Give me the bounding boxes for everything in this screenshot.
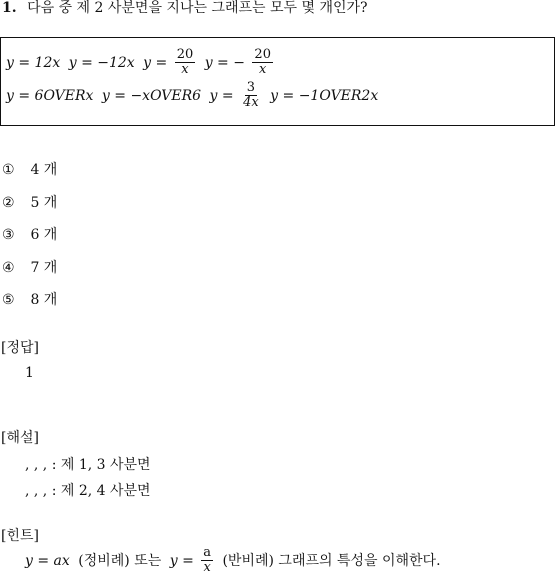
eq-1c-fraction xyxy=(175,48,196,78)
explanation-heading: [해설] xyxy=(1,430,39,446)
eq-1d-fraction xyxy=(252,48,273,78)
option-2-symbol: ② xyxy=(2,195,15,211)
option-3[interactable] xyxy=(2,228,57,242)
eq-1a: y = 12x xyxy=(6,54,61,71)
eq-2c-lhs: y = xyxy=(209,87,234,104)
option-3-text: 6 개 xyxy=(30,227,58,243)
option-1-symbol: ① xyxy=(2,162,15,178)
answer-value: 1 xyxy=(25,365,34,381)
hint-fraction xyxy=(201,546,213,576)
option-1-text: 4 개 xyxy=(30,162,58,178)
option-2[interactable] xyxy=(2,196,57,210)
eq-1d-denominator: x xyxy=(259,62,267,78)
eq-1c-numerator: 20 xyxy=(176,47,194,62)
hint-line xyxy=(25,546,441,576)
answer-heading: [정답] xyxy=(1,340,39,356)
equation-row-2 xyxy=(6,81,378,111)
hint-numerator: a xyxy=(203,545,212,560)
option-4[interactable] xyxy=(2,261,57,275)
option-5-text: 8 개 xyxy=(30,292,58,308)
option-4-symbol: ④ xyxy=(2,260,15,276)
option-5-symbol: ⑤ xyxy=(2,292,15,308)
eq-2c-numerator: 3 xyxy=(246,80,256,95)
question-number: 1. xyxy=(2,0,17,16)
hint-math-2-lhs: y = xyxy=(169,552,194,569)
eq-1d-lhs: y = − xyxy=(204,54,245,71)
hint-post-text: (반비례) 그래프의 특성을 이해한다. xyxy=(222,552,441,569)
explanation-line-2: , , , : 제 2, 4 사분면 xyxy=(25,483,151,499)
equation-row-1 xyxy=(6,48,276,78)
hint-heading: [힌트] xyxy=(1,528,39,544)
hint-mid-text: (정비례) 또는 xyxy=(78,552,162,569)
option-5[interactable] xyxy=(2,293,57,307)
option-1[interactable] xyxy=(2,163,57,177)
hint-math-1: y = ax xyxy=(25,552,70,569)
eq-2c-fraction xyxy=(241,81,261,111)
hint-denominator: x xyxy=(203,560,211,576)
eq-1c-lhs: y = xyxy=(143,54,168,71)
eq-1d-numerator: 20 xyxy=(254,47,271,62)
eq-1c-denominator: x xyxy=(181,62,189,78)
option-3-symbol: ③ xyxy=(2,227,15,243)
option-2-text: 5 개 xyxy=(30,195,58,211)
eq-2d: y = −1OVER2x xyxy=(270,87,379,104)
explanation-line-1: , , , : 제 1, 3 사분면 xyxy=(25,457,151,473)
question-text: 다음 중 제 2 사분면을 지나는 그래프는 모두 몇 개인가? xyxy=(27,0,368,16)
option-4-text: 7 개 xyxy=(30,260,58,276)
eq-2c-denominator: 4x xyxy=(243,95,259,111)
question-line xyxy=(2,1,368,15)
eq-2b: y = −xOVER6 xyxy=(101,87,202,104)
eq-2a: y = 6OVERx xyxy=(6,87,94,104)
eq-1b: y = −12x xyxy=(68,54,135,71)
